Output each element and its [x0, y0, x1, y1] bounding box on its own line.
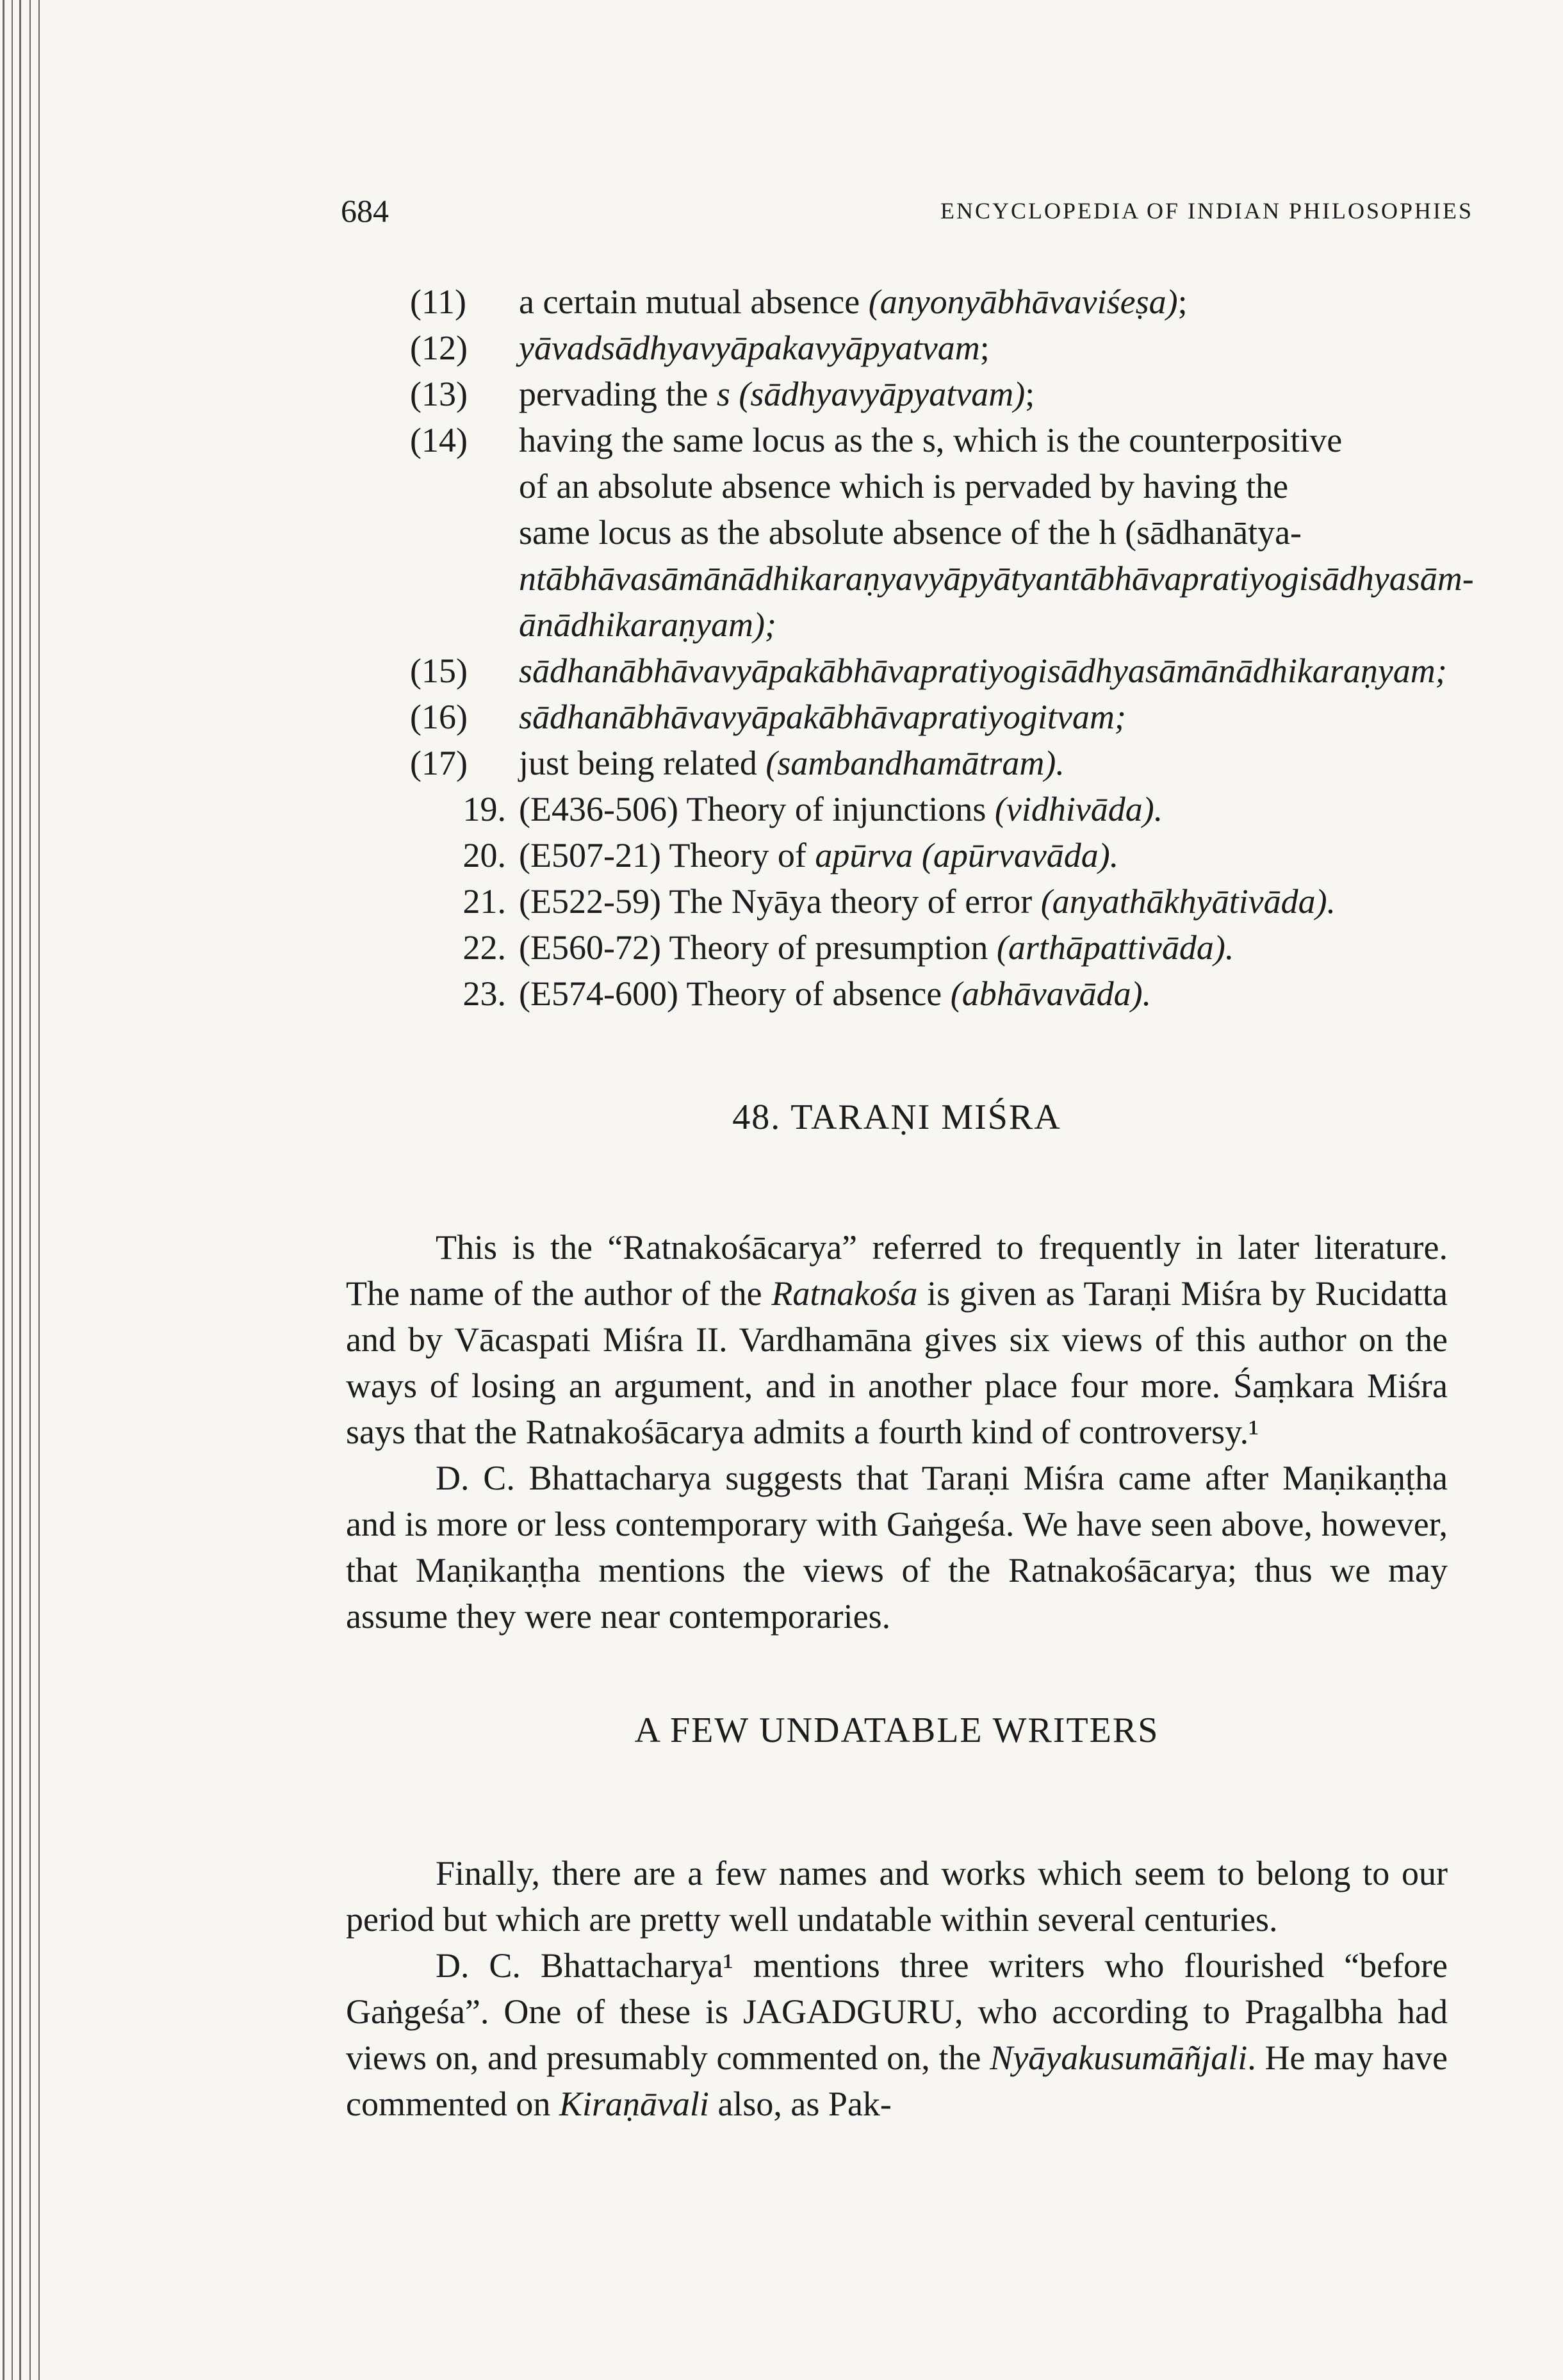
- list-item: (11) a certain mutual absence (anyonyābhāvaviśeṣa);: [410, 283, 1188, 321]
- body-paragraph: D. C. Bhattacharya suggests that Taraṇi Miśra came after Maṇikaṇṭha and is more or less contemporary with Gaṅgeśa. We have seen above, however, that Maṇikaṇṭha mentions the views of the Ratnakośācarya; thus we may assume they were near contemporaries.: [346, 1459, 1448, 1636]
- page-header: [341, 192, 1473, 243]
- list-item: (13) pervading the s (sādhyavyāpyatvam);: [410, 375, 1035, 413]
- work-item: 21. (E522-59) The Nyāya theory of error (anyathākhyātivāda).: [462, 882, 1336, 921]
- list-item-continuation: same locus as the absolute absence of the h (sādhanātya-: [519, 513, 1302, 552]
- list-item-continuation: ānādhikaraṇyam);: [519, 605, 776, 644]
- body-paragraph: Finally, there are a few names and works which seem to belong to our period but which are pretty well undatable within several centuries.: [346, 1854, 1448, 1939]
- book-page: [341, 192, 1474, 2127]
- work-item: 23. (E574-600) Theory of absence (abhāvavāda).: [462, 974, 1152, 1013]
- running-title: ENCYCLOPEDIA OF INDIAN PHILOSOPHIES: [940, 198, 1473, 224]
- page-number: 684: [341, 193, 389, 229]
- section-heading: 48. TARAṆI MIŚRA: [732, 1097, 1061, 1137]
- list-item-continuation: of an absolute absence which is pervaded by having the: [519, 467, 1289, 505]
- list-item: (16) sādhanābhāvavyāpakābhāvapratiyogitvam;: [410, 698, 1126, 736]
- work-item: 20. (E507-21) Theory of apūrva (apūrvavāda).: [462, 836, 1119, 874]
- section-heading: A FEW UNDATABLE WRITERS: [634, 1711, 1159, 1750]
- list-item-continuation: ntābhāvasāmānādhikaraṇyavyāpyātyantābhāvapratiyogisādhyasām-: [519, 559, 1474, 598]
- list-item: (14) having the same locus as the s, which is the counterpositive: [410, 421, 1343, 459]
- body-paragraph: D. C. Bhattacharya¹ mentions three writers who flourished “before Gaṅgeśa”. One of these is JAGADGURU, who according to Pragalbha had views on, and presumably commented on, the Nyāyakusumāñjali. He may have commented on Kiraṇāvali also, as Pak-: [346, 1946, 1448, 2123]
- work-item: 22. (E560-72) Theory of presumption (arthāpattivāda).: [462, 928, 1234, 967]
- body-paragraph: This is the “Ratnakośācarya” referred to frequently in later literature. The name of the author of the Ratnakośa is given as Taraṇi Miśra by Rucidatta and by Vācaspati Miśra II. Vardhamāna gives six views of this author on the ways of losing an argument, and in another place four more. Śaṃkara Miśra says that the Ratnakośācarya admits a fourth kind of controversy.¹: [346, 1228, 1448, 1451]
- book-binding-edge: [0, 0, 64, 2380]
- list-item: (17) just being related (sambandhamātram).: [410, 744, 1065, 782]
- list-item: (15) sādhanābhāvavyāpakābhāvapratiyogisādhyasāmānādhikaraṇyam;: [410, 652, 1447, 690]
- list-item: (12) yāvadsādhyavyāpakavyāpyatvam;: [410, 329, 990, 367]
- work-item: 19. (E436-506) Theory of injunctions (vidhivāda).: [462, 790, 1163, 828]
